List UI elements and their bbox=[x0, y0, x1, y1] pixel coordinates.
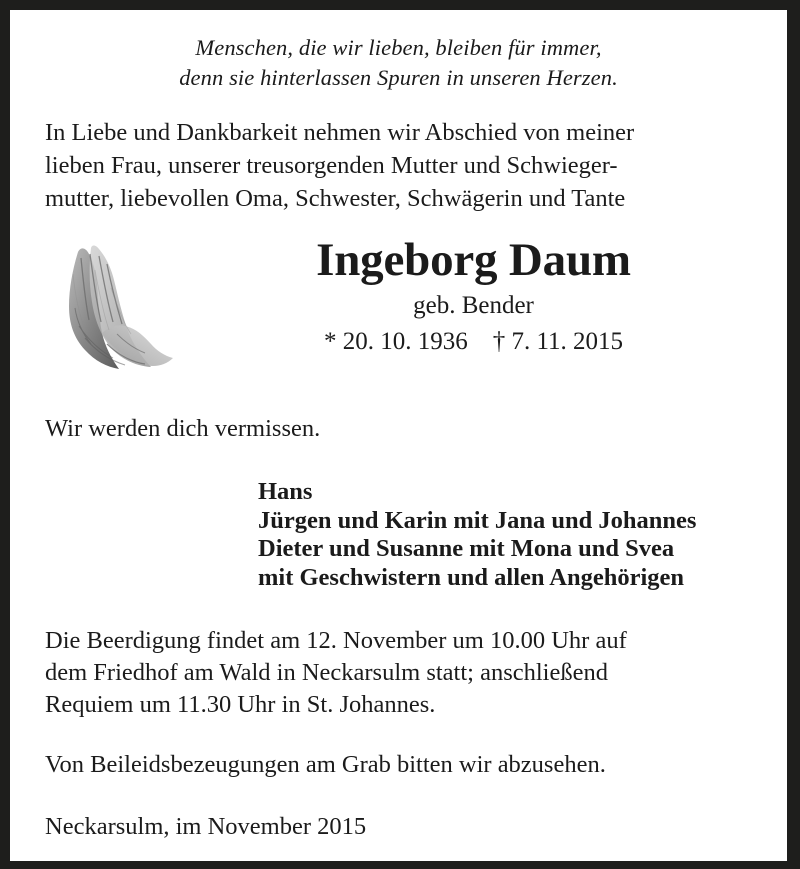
farewell-line: Wir werden dich vermissen. bbox=[45, 415, 321, 442]
funeral-line-1: Die Beerdigung findet am 12. November um 10.00 Uhr auf bbox=[45, 627, 627, 654]
place-date-line: Neckarsulm, im November 2015 bbox=[45, 813, 367, 840]
deceased-name: Ingeborg Daum bbox=[316, 234, 631, 286]
life-dates: * 20. 10. 1936 † 7. 11. 2015 bbox=[323, 328, 624, 355]
obituary-notice bbox=[10, 10, 787, 861]
intro-line-2: lieben Frau, unserer treusorgenden Mutter und Schwieger- bbox=[45, 152, 618, 179]
survivor-line-1: Hans bbox=[258, 478, 313, 505]
survivor-line-3: Dieter und Susanne mit Mona und Svea bbox=[258, 535, 675, 562]
praying-hands-icon bbox=[45, 234, 180, 376]
survivor-line-2: Jürgen und Karin mit Jana und Johannes bbox=[258, 506, 697, 534]
intro-line-1: In Liebe und Dankbarkeit nehmen wir Abschied von meiner bbox=[45, 119, 635, 146]
funeral-details bbox=[10, 592, 787, 721]
funeral-line-3: Requiem um 11.30 Uhr in St. Johannes. bbox=[45, 691, 436, 718]
epigraph bbox=[10, 10, 787, 93]
condolence-note: Von Beileidsbezeugungen am Grab bitten wir abzusehen. bbox=[45, 751, 606, 778]
survivor-line-4: mit Geschwistern und allen Angehörigen bbox=[258, 563, 685, 591]
name-column bbox=[170, 232, 777, 358]
epigraph-line-2: denn sie hinterlassen Spuren in unseren Herzen. bbox=[179, 65, 618, 90]
intro-line-3: mutter, liebevollen Oma, Schwester, Schwägerin und Tante bbox=[45, 185, 626, 212]
funeral-line-2: dem Friedhof am Wald in Neckarsulm statt; anschließend bbox=[45, 659, 608, 686]
survivors-block bbox=[10, 444, 787, 592]
epigraph-line-1: Menschen, die wir lieben, bleiben für immer, bbox=[195, 35, 602, 60]
intro-paragraph bbox=[10, 93, 787, 215]
name-block bbox=[10, 232, 787, 392]
maiden-name: geb. Bender bbox=[413, 292, 534, 319]
